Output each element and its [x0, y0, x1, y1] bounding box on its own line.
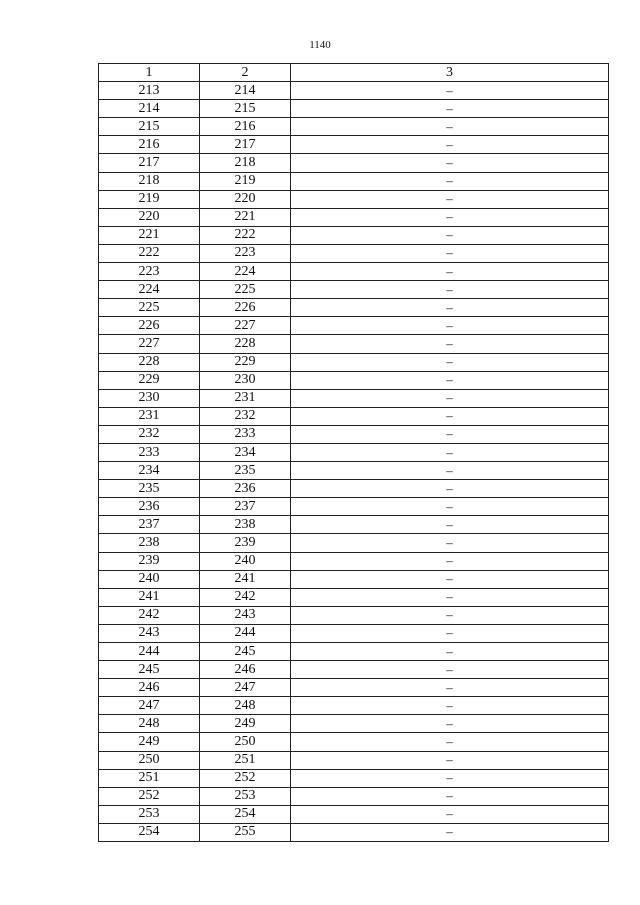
- table-cell-col-3: –: [291, 389, 609, 407]
- table-cell-col-3: –: [291, 787, 609, 805]
- table-row: [99, 226, 609, 244]
- table-cell-col-1: 217: [99, 154, 200, 172]
- table-cell-col-1: 225: [99, 299, 200, 317]
- table-cell-col-1: 227: [99, 335, 200, 353]
- table-row: [99, 534, 609, 552]
- table-cell-col-3: –: [291, 443, 609, 461]
- table-cell-col-3: –: [291, 552, 609, 570]
- table-row: [99, 371, 609, 389]
- table-cell-col-1: 248: [99, 715, 200, 733]
- table-row: [99, 190, 609, 208]
- table-cell-col-3: –: [291, 190, 609, 208]
- table-cell-col-3: –: [291, 697, 609, 715]
- table-row: [99, 100, 609, 118]
- table-cell-col-1: 237: [99, 516, 200, 534]
- table-row: [99, 805, 609, 823]
- table-cell-col-1: 228: [99, 353, 200, 371]
- table-cell-col-1: 245: [99, 661, 200, 679]
- table-cell-col-1: 219: [99, 190, 200, 208]
- table-row: [99, 823, 609, 841]
- table-row: [99, 335, 609, 353]
- table-cell-col-1: 223: [99, 263, 200, 281]
- table-row: [99, 244, 609, 262]
- table-row: [99, 118, 609, 136]
- table-cell-col-1: 230: [99, 389, 200, 407]
- table-cell-col-2: 234: [200, 443, 291, 461]
- header-row: [99, 64, 609, 82]
- table-cell-col-3: –: [291, 407, 609, 425]
- table-row: [99, 389, 609, 407]
- table-cell-col-3: –: [291, 516, 609, 534]
- table-cell-col-3: –: [291, 661, 609, 679]
- table-cell-col-2: 240: [200, 552, 291, 570]
- table-cell-col-3: –: [291, 172, 609, 190]
- table-cell-col-3: –: [291, 335, 609, 353]
- table-row: [99, 606, 609, 624]
- table-cell-col-3: –: [291, 769, 609, 787]
- table-cell-col-1: 221: [99, 226, 200, 244]
- table-cell-col-2: 235: [200, 462, 291, 480]
- table-row: [99, 299, 609, 317]
- table-row: [99, 570, 609, 588]
- table-row: [99, 154, 609, 172]
- table-cell-col-1: 238: [99, 534, 200, 552]
- table-row: [99, 588, 609, 606]
- table-cell-col-3: –: [291, 100, 609, 118]
- table-cell-col-3: –: [291, 715, 609, 733]
- table-cell-col-2: 249: [200, 715, 291, 733]
- table-cell-col-3: –: [291, 733, 609, 751]
- table-cell-col-2: 232: [200, 407, 291, 425]
- table-cell-col-1: 216: [99, 136, 200, 154]
- table-cell-col-2: 218: [200, 154, 291, 172]
- table-cell-col-1: 233: [99, 443, 200, 461]
- table-body: [99, 82, 609, 842]
- table-cell-col-2: 223: [200, 244, 291, 262]
- table-cell-col-3: –: [291, 317, 609, 335]
- table-cell-col-2: 231: [200, 389, 291, 407]
- table-cell-col-3: –: [291, 299, 609, 317]
- table-cell-col-1: 231: [99, 407, 200, 425]
- table-row: [99, 498, 609, 516]
- table-cell-col-1: 254: [99, 823, 200, 841]
- table-cell-col-3: –: [291, 281, 609, 299]
- table-row: [99, 769, 609, 787]
- table-cell-col-1: 251: [99, 769, 200, 787]
- table-row: [99, 679, 609, 697]
- table-row: [99, 787, 609, 805]
- table-row: [99, 552, 609, 570]
- table-row: [99, 643, 609, 661]
- table-cell-col-3: –: [291, 136, 609, 154]
- table-cell-col-2: 251: [200, 751, 291, 769]
- table-cell-col-2: 216: [200, 118, 291, 136]
- table-cell-col-3: –: [291, 371, 609, 389]
- table-cell-col-2: 230: [200, 371, 291, 389]
- table-cell-col-2: 246: [200, 661, 291, 679]
- table-cell-col-3: –: [291, 498, 609, 516]
- table-cell-col-1: 232: [99, 425, 200, 443]
- table-cell-col-2: 244: [200, 624, 291, 642]
- table-cell-col-2: 236: [200, 480, 291, 498]
- table-cell-col-3: –: [291, 353, 609, 371]
- table-row: [99, 82, 609, 100]
- table-row: [99, 172, 609, 190]
- table-cell-col-2: 253: [200, 787, 291, 805]
- table-cell-col-2: 255: [200, 823, 291, 841]
- table-cell-col-3: –: [291, 244, 609, 262]
- table-cell-col-1: 214: [99, 100, 200, 118]
- table-row: [99, 425, 609, 443]
- table-cell-col-2: 222: [200, 226, 291, 244]
- table-cell-col-2: 243: [200, 606, 291, 624]
- table-cell-col-2: 254: [200, 805, 291, 823]
- table-cell-col-1: 224: [99, 281, 200, 299]
- table-cell-col-2: 220: [200, 190, 291, 208]
- table-cell-col-1: 246: [99, 679, 200, 697]
- table-cell-col-3: –: [291, 263, 609, 281]
- table-cell-col-2: 250: [200, 733, 291, 751]
- table-cell-col-3: –: [291, 226, 609, 244]
- table-cell-col-1: 242: [99, 606, 200, 624]
- table-cell-col-1: 253: [99, 805, 200, 823]
- table-row: [99, 136, 609, 154]
- table-cell-col-3: –: [291, 82, 609, 100]
- table-cell-col-2: 217: [200, 136, 291, 154]
- table-cell-col-2: 224: [200, 263, 291, 281]
- table-cell-col-3: –: [291, 118, 609, 136]
- table-cell-col-1: 236: [99, 498, 200, 516]
- table-cell-col-3: –: [291, 823, 609, 841]
- table-cell-col-3: –: [291, 534, 609, 552]
- table-cell-col-2: 242: [200, 588, 291, 606]
- table-row: [99, 661, 609, 679]
- table-cell-col-2: 241: [200, 570, 291, 588]
- table-row: [99, 263, 609, 281]
- table-cell-col-1: 229: [99, 371, 200, 389]
- table-header: [99, 64, 609, 82]
- table-cell-col-3: –: [291, 624, 609, 642]
- table-cell-col-1: 215: [99, 118, 200, 136]
- page-number: 1140: [309, 39, 331, 51]
- table-row: [99, 624, 609, 642]
- table-cell-col-2: 225: [200, 281, 291, 299]
- table-row: [99, 208, 609, 226]
- table-cell-col-3: –: [291, 154, 609, 172]
- table-cell-col-2: 221: [200, 208, 291, 226]
- table-cell-col-2: 238: [200, 516, 291, 534]
- table-cell-col-3: –: [291, 606, 609, 624]
- table-cell-col-3: –: [291, 208, 609, 226]
- table-cell-col-3: –: [291, 570, 609, 588]
- table-row: [99, 462, 609, 480]
- table-cell-col-2: 239: [200, 534, 291, 552]
- table-row: [99, 715, 609, 733]
- table-cell-col-3: –: [291, 679, 609, 697]
- table-row: [99, 317, 609, 335]
- table-cell-col-2: 247: [200, 679, 291, 697]
- table-cell-col-1: 213: [99, 82, 200, 100]
- table-cell-col-1: 239: [99, 552, 200, 570]
- table-cell-col-1: 234: [99, 462, 200, 480]
- table-cell-col-2: 219: [200, 172, 291, 190]
- table-row: [99, 353, 609, 371]
- column-header-1: 1: [99, 64, 200, 82]
- table-cell-col-3: –: [291, 805, 609, 823]
- column-header-2: 2: [200, 64, 291, 82]
- table-cell-col-3: –: [291, 425, 609, 443]
- table-cell-col-2: 229: [200, 353, 291, 371]
- table-cell-col-2: 226: [200, 299, 291, 317]
- table-cell-col-2: 252: [200, 769, 291, 787]
- table-cell-col-2: 228: [200, 335, 291, 353]
- table-row: [99, 516, 609, 534]
- table-cell-col-3: –: [291, 480, 609, 498]
- table-cell-col-1: 235: [99, 480, 200, 498]
- table-row: [99, 697, 609, 715]
- table-cell-col-1: 252: [99, 787, 200, 805]
- table-cell-col-1: 240: [99, 570, 200, 588]
- table-cell-col-3: –: [291, 588, 609, 606]
- table-cell-col-1: 244: [99, 643, 200, 661]
- table-cell-col-1: 247: [99, 697, 200, 715]
- table-cell-col-1: 218: [99, 172, 200, 190]
- data-table: [98, 63, 609, 842]
- table-cell-col-2: 214: [200, 82, 291, 100]
- table-cell-col-3: –: [291, 643, 609, 661]
- table-cell-col-2: 233: [200, 425, 291, 443]
- table-cell-col-2: 237: [200, 498, 291, 516]
- table-cell-col-1: 243: [99, 624, 200, 642]
- table-cell-col-1: 249: [99, 733, 200, 751]
- table-row: [99, 733, 609, 751]
- table-row: [99, 751, 609, 769]
- table-cell-col-1: 222: [99, 244, 200, 262]
- table-cell-col-1: 241: [99, 588, 200, 606]
- table-cell-col-1: 220: [99, 208, 200, 226]
- table-row: [99, 281, 609, 299]
- table-cell-col-2: 248: [200, 697, 291, 715]
- table-row: [99, 407, 609, 425]
- table-cell-col-2: 215: [200, 100, 291, 118]
- table-cell-col-3: –: [291, 751, 609, 769]
- table-cell-col-2: 227: [200, 317, 291, 335]
- table-cell-col-1: 226: [99, 317, 200, 335]
- table-row: [99, 480, 609, 498]
- table-row: [99, 443, 609, 461]
- table-cell-col-3: –: [291, 462, 609, 480]
- table-cell-col-2: 245: [200, 643, 291, 661]
- table-cell-col-1: 250: [99, 751, 200, 769]
- column-header-3: 3: [291, 64, 609, 82]
